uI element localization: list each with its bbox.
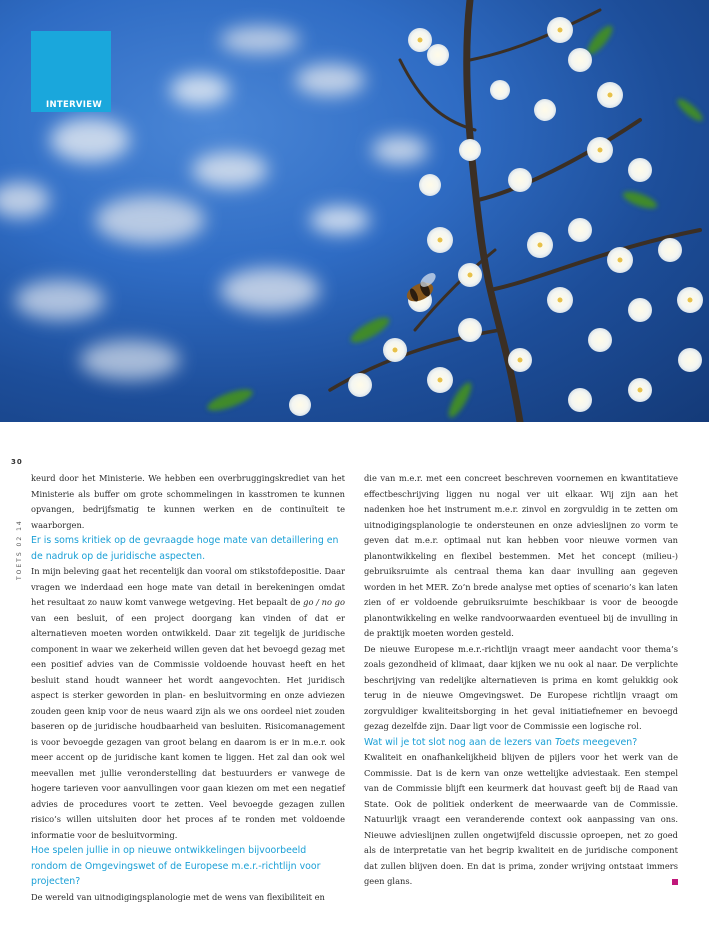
paragraph-text: van een besluit, of een project doorgang kan vinden of dat er alternatieven moeten worden ontwikkeld. Daar zit tegelijk de juridische component in waar we zekerheid willen geven dat het bevoegd gezag met een positief advies van de Commissie voldoende houvast heeft en het besluit stand houdt wanneer het wordt aangevochten. Het juridisch aspect is sterker geworden in plan- en besluitvorming en onze adviezen zouden geen knip voor de neus waard zijn als we ons oordeel niet zouden baseren op de juridische houdbaarheid van besluiten. Risicomanagement is voor bevoegde gezagen van groot belang en daarom is er in m.e.r. ook meer accent op de juridische kant komen te liggen. Het zal dan ook wel meevallen met jullie veronderstelling dat bestuurders er vanwege de hogere tarieven voor aanvullingen voor gaan kiezen om met een negatief advies de procedures voort te zetten. Veel bevoegde gezagen zullen risico’s willen uitsluiten door het proces af te ronden met voldoende informatie voor de besluitvorming. xyxy=(31,612,345,840)
question-text: Wat wil je tot slot nog aan de lezers van xyxy=(364,736,555,748)
magazine-title: Toets xyxy=(554,736,580,748)
end-of-article-mark xyxy=(672,879,678,885)
article-column-right xyxy=(364,471,678,890)
interview-question xyxy=(364,735,678,751)
page-number: 30 xyxy=(11,458,23,466)
hero-photo xyxy=(0,0,709,422)
article-column-left xyxy=(31,471,345,905)
paragraph: De wereld van uitnodigingsplanologie met de wens van flexibiliteit en xyxy=(31,891,325,902)
paragraph xyxy=(364,750,678,890)
paragraph xyxy=(31,564,345,843)
question-text: meegeven? xyxy=(579,736,638,748)
interview-question: Er is soms kritiek op de gevraagde hoge mate van detaillering en de nadruk op de juridische aspecten. xyxy=(31,535,339,562)
paragraph-text: In mijn beleving gaat het recentelijk dan vooral om stikstofdepositie. Daar vragen we inderdaad een hoge mate van detail in berekeningen omdat het resultaat zo nauw komt vanwege wetgeving. Het bepaalt de xyxy=(31,566,345,607)
paragraph: die van m.e.r. met een concreet beschreven voornemen en kwantitatieve effectbeschrijving liggen nu nogal ver uit elkaar. Wij zijn aan het nadenken hoe het instrument m.e.r. zinvol en zorgvuldig in te zetten om uitnodigingsplanologie te ondersteunen en onze advieslijnen zo vorm te geven dat m.e.r. optimaal nut kan hebben voor nieuwe vormen van planontwikkeling en flexibel bestemmen. Met het concept (milieu-) gebruiksruimte als centraal thema kan daar invulling aan gegeven worden in het MER. Zo’n brede analyse met opties of scenario’s kan laten zien of er voldoende gebruiksruimte beschikbaar is voor de beoogde planontwikkeling en welke randvoorwaarden eventueel bij de invulling in de praktijk moeten worden gesteld. xyxy=(364,473,678,638)
paragraph: keurd door het Ministerie. We hebben een overbruggingskrediet van het Ministerie als buffer om grote schommelingen in kasstromen te kunnen opvangen, bedrijfsmatig te kunnen werken en de continuïteit te waarborgen. xyxy=(31,473,345,530)
interview-question: Hoe spelen jullie in op nieuwe ontwikkelingen bijvoorbeeld rondom de Omgevingswet of de Europese m.e.r.-richtlijn voor projecten? xyxy=(31,845,321,887)
section-label: INTERVIEW xyxy=(46,100,103,110)
paragraph-text: Kwaliteit en onafhankelijkheid blijven de pijlers voor het werk van de Commissie. Dat is de kern van onze wettelijke adviestaak. Een stempel van de Commissie blijft een keurmerk dat houvast geeft bij de Raad van State. Ook de politiek onderkent de meerwaarde van de Commissie. Natuurlijk vraagt een veranderende context ook aanpassing van ons. Nieuwe advieslijnen zullen ongetwijfeld discussie oproepen, net zo goed als de interpretatie van het begrip kwaliteit en de juridische component dat zullen blijven doen. En dat is prima, zonder wrijving ontstaat immers geen glans. xyxy=(364,752,678,886)
running-side-label: TOETS 02 14 xyxy=(16,519,23,580)
emphasis-text: go / no go xyxy=(303,597,345,607)
paragraph: De nieuwe Europese m.e.r.-richtlijn vraagt meer aandacht voor thema’s zoals gezondheid of klimaat, daar kijken we nu ook al naar. De verplichte beschrijving van redelijke alternatieven is prima en komt gelukkig ook terug in de nieuwe Omgevingswet. De Europese richtlijn vraagt om zorgvuldiger kwaliteitsborging in het geval initiatiefnemer en bevoegd gezag dezelfde zijn. Daar ligt voor de Commissie een logische rol. xyxy=(364,643,678,731)
